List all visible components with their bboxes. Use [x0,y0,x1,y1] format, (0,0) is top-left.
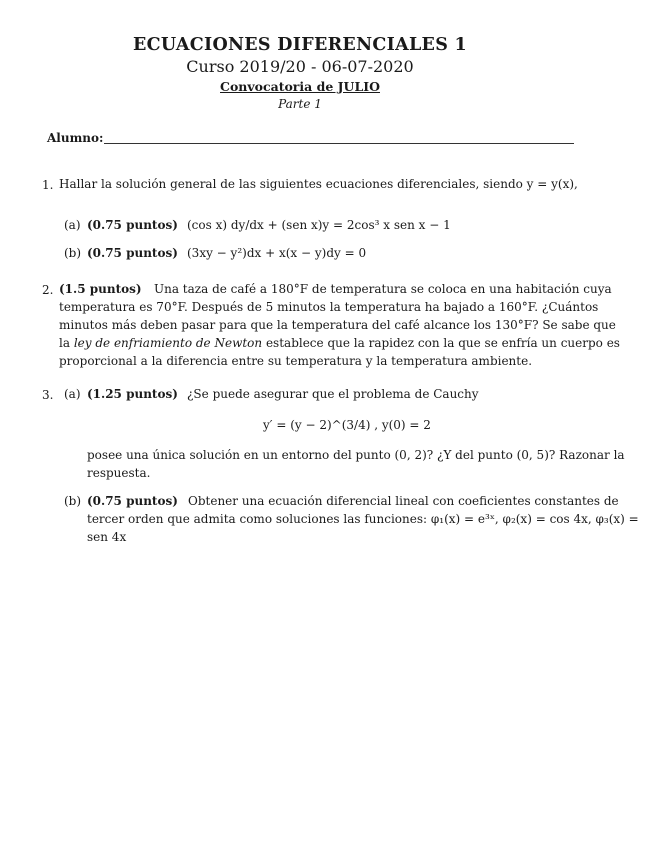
problem-3b-label: (b) [64,494,82,508]
call-label: Convocatoria de JULIO [220,79,380,94]
problem-1a-label: (a) [64,218,81,232]
student-label: Alumno: [47,131,104,145]
problem-1a-equation: (cos x) dy/dx + (sen x)y = 2cos³ x sen x − 1 [187,218,451,232]
problem-2-pre-emphasis: la [59,336,70,350]
problem-1b-label: (b) [64,246,82,260]
problem-3a-followup-1: posee una única solución en un entorno del punto (0, 2)? ¿Y del punto (0, 5)? Razonar la [87,448,625,462]
problem-1-number: 1. [42,178,54,192]
problem-2-line-4 [59,334,620,352]
problem-2-line-4-rest: establece que la rapidez con la que se enfría un cuerpo es [265,336,620,350]
problem-2-line-2: temperatura es 70°F. Después de 5 minutos la temperatura ha bajado a 160°F. ¿Cuántos [59,300,599,314]
student-name-line [104,143,574,144]
problem-2-line-3: minutos más deben pasar para que la temperatura del café alcance los 130°F? Se sabe que [59,318,616,332]
problem-2-line-5: proporcional a la diferencia entre su temperatura y la temperatura ambiente. [59,354,533,368]
problem-3b-line-2: tercer orden que admita como soluciones las funciones: φ₁(x) = e³ˣ, φ₂(x) = cos 4x, φ₃(x) = [87,512,639,526]
problem-3a-text: ¿Se puede asegurar que el problema de Cauchy [187,387,479,401]
problem-1b-points: (0.75 puntos) [87,246,178,260]
problem-3b-line-3: sen 4x [87,530,127,544]
problem-1-statement: Hallar la solución general de las siguientes ecuaciones diferenciales, siendo y = y(x), [59,177,578,191]
problem-1b-equation: (3xy − y²)dx + x(x − y)dy = 0 [187,246,367,260]
problem-2-newton-law: ley de enfriamiento de Newton [73,336,263,350]
problem-2-number: 2. [42,283,54,297]
problem-3a-equation: y′ = (y − 2)^(3/4) , y(0) = 2 [263,418,431,432]
problem-3b-points: (0.75 puntos) [87,494,178,508]
problem-3b-line-1: Obtener una ecuación diferencial lineal con coeficientes constantes de [188,494,619,508]
problem-2-line-1: Una taza de café a 180°F de temperatura se coloca en una habitación cuya [154,282,612,296]
problem-3a-points: (1.25 puntos) [87,387,178,401]
problem-3a-followup-2: respuesta. [87,466,151,480]
problem-1a-points: (0.75 puntos) [87,218,178,232]
problem-3a-label: (a) [64,387,81,401]
course-date: Curso 2019/20 - 06-07-2020 [186,57,414,76]
part-label: Parte 1 [278,97,322,111]
problem-3-number: 3. [42,388,54,402]
exam-title: ECUACIONES DIFERENCIALES 1 [132,35,468,55]
problem-2-points: (1.5 puntos) [59,282,142,296]
